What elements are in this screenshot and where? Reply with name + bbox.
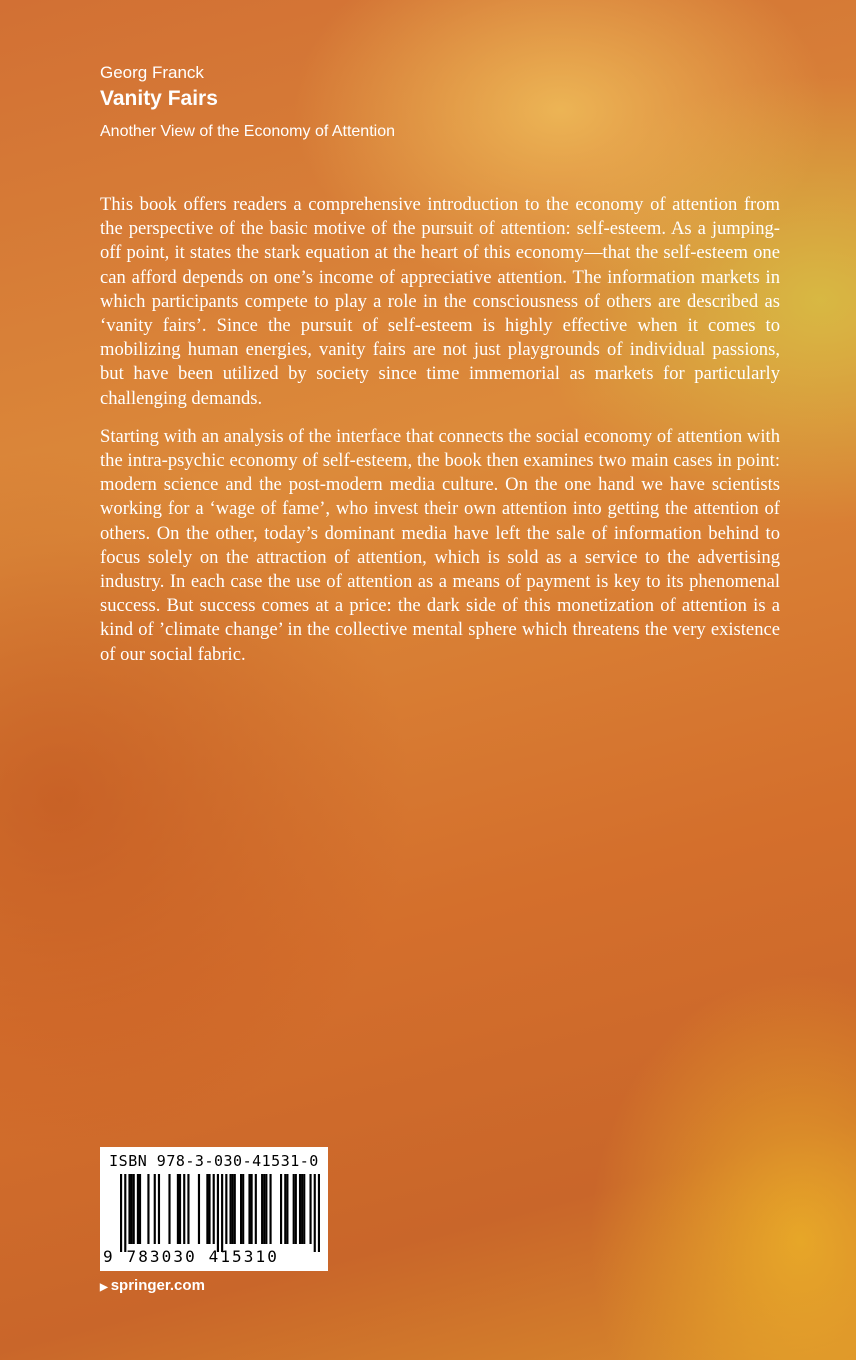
book-title: Vanity Fairs <box>100 87 218 110</box>
barcode-bar <box>213 1174 215 1244</box>
barcode-bar <box>229 1174 231 1244</box>
barcode-bar <box>168 1174 170 1244</box>
barcode-bar <box>284 1174 286 1244</box>
barcode-bar <box>131 1174 133 1244</box>
barcode-bar <box>299 1174 301 1244</box>
publisher-link[interactable] <box>100 1277 205 1294</box>
barcode-bar <box>303 1174 305 1244</box>
barcode-bar <box>263 1174 265 1244</box>
barcode-bars <box>120 1174 320 1252</box>
isbn-label: ISBN 978-3-030-41531-0 <box>109 1152 319 1170</box>
barcode-bar <box>234 1174 236 1244</box>
barcode-bar <box>293 1174 295 1244</box>
barcode-bar <box>128 1174 130 1244</box>
barcode-bar <box>120 1174 122 1252</box>
barcode-bar <box>137 1174 139 1244</box>
barcode-bar <box>179 1174 181 1244</box>
barcode-bar <box>217 1174 219 1252</box>
book-blurb <box>100 193 780 681</box>
barcode-bar <box>240 1174 242 1244</box>
barcode-bar <box>318 1174 320 1252</box>
barcode-bar <box>225 1174 227 1244</box>
barcode-bar <box>309 1174 311 1244</box>
barcode-bar <box>314 1174 316 1252</box>
barcode-bar <box>255 1174 257 1244</box>
barcode-bar <box>265 1174 267 1244</box>
barcode-bar <box>183 1174 185 1244</box>
barcode-bar <box>139 1174 141 1244</box>
barcode-bar <box>206 1174 208 1244</box>
barcode-bar <box>198 1174 200 1244</box>
blurb-paragraph: Starting with an analysis of the interface that connects the social economy of attention with the intra-psychic economy of self-esteem, the book then examines two main cases in point: modern science and the post-modern media culture. On the one hand we have scientists working for a ‘wage of fame’, who invest their own attention into getting the attention of others. On the other, today’s dominant media have left the sale of information behind to focus solely on the attraction of attention, which is sold as a service to the advertising industry. In each case the use of attention as a means of payment is key to its phenomenal success. But success comes at a price: the dark side of this monetization of attention is a kind of ’climate change’ in the collective mental sphere which threatens the very existence of our social fabric. <box>100 425 780 665</box>
barcode-bar <box>280 1174 282 1244</box>
barcode-bar <box>208 1174 210 1244</box>
barcode-bar <box>248 1174 250 1244</box>
barcode-bar <box>221 1174 223 1252</box>
barcode-bar <box>232 1174 234 1244</box>
barcode-bar <box>187 1174 189 1244</box>
barcode-digits: 9 783030 415310 <box>103 1247 279 1266</box>
barcode-bar <box>269 1174 271 1244</box>
barcode-bar <box>286 1174 288 1244</box>
author-name: Georg Franck <box>100 63 204 82</box>
barcode-bar <box>154 1174 156 1244</box>
publisher-website: springer.com <box>110 1277 205 1294</box>
barcode-bar <box>147 1174 149 1244</box>
barcode-bar <box>177 1174 179 1244</box>
isbn-barcode <box>100 1147 328 1271</box>
book-subtitle: Another View of the Economy of Attention <box>100 123 395 140</box>
barcode-bar <box>158 1174 160 1244</box>
barcode-bar <box>124 1174 126 1252</box>
book-header <box>100 62 395 143</box>
barcode-bar <box>251 1174 253 1244</box>
barcode-bar <box>295 1174 297 1244</box>
barcode-bar <box>133 1174 135 1244</box>
triangle-arrow-icon: ▶ <box>100 1282 108 1293</box>
barcode-bar <box>301 1174 303 1244</box>
blurb-paragraph: This book offers readers a comprehensive introduction to the economy of attention from the perspective of the basic motive of the pursuit of attention: self-esteem. As a jumping-off point, it states the stark equation at the heart of this economy—that the self-esteem one can afford depends on one’s income of appreciative attention. The information markets in which participants compete to play a role in the consciousness of others are described as ‘vanity fairs’. Since the pursuit of self-esteem is highly effective when it comes to mobilizing human energies, vanity fairs are not just playgrounds of individual passions, but have been utilized by society since time immemorial as markets for particularly challenging demands. <box>100 194 780 409</box>
barcode-bar <box>242 1174 244 1244</box>
barcode-bar <box>261 1174 263 1244</box>
